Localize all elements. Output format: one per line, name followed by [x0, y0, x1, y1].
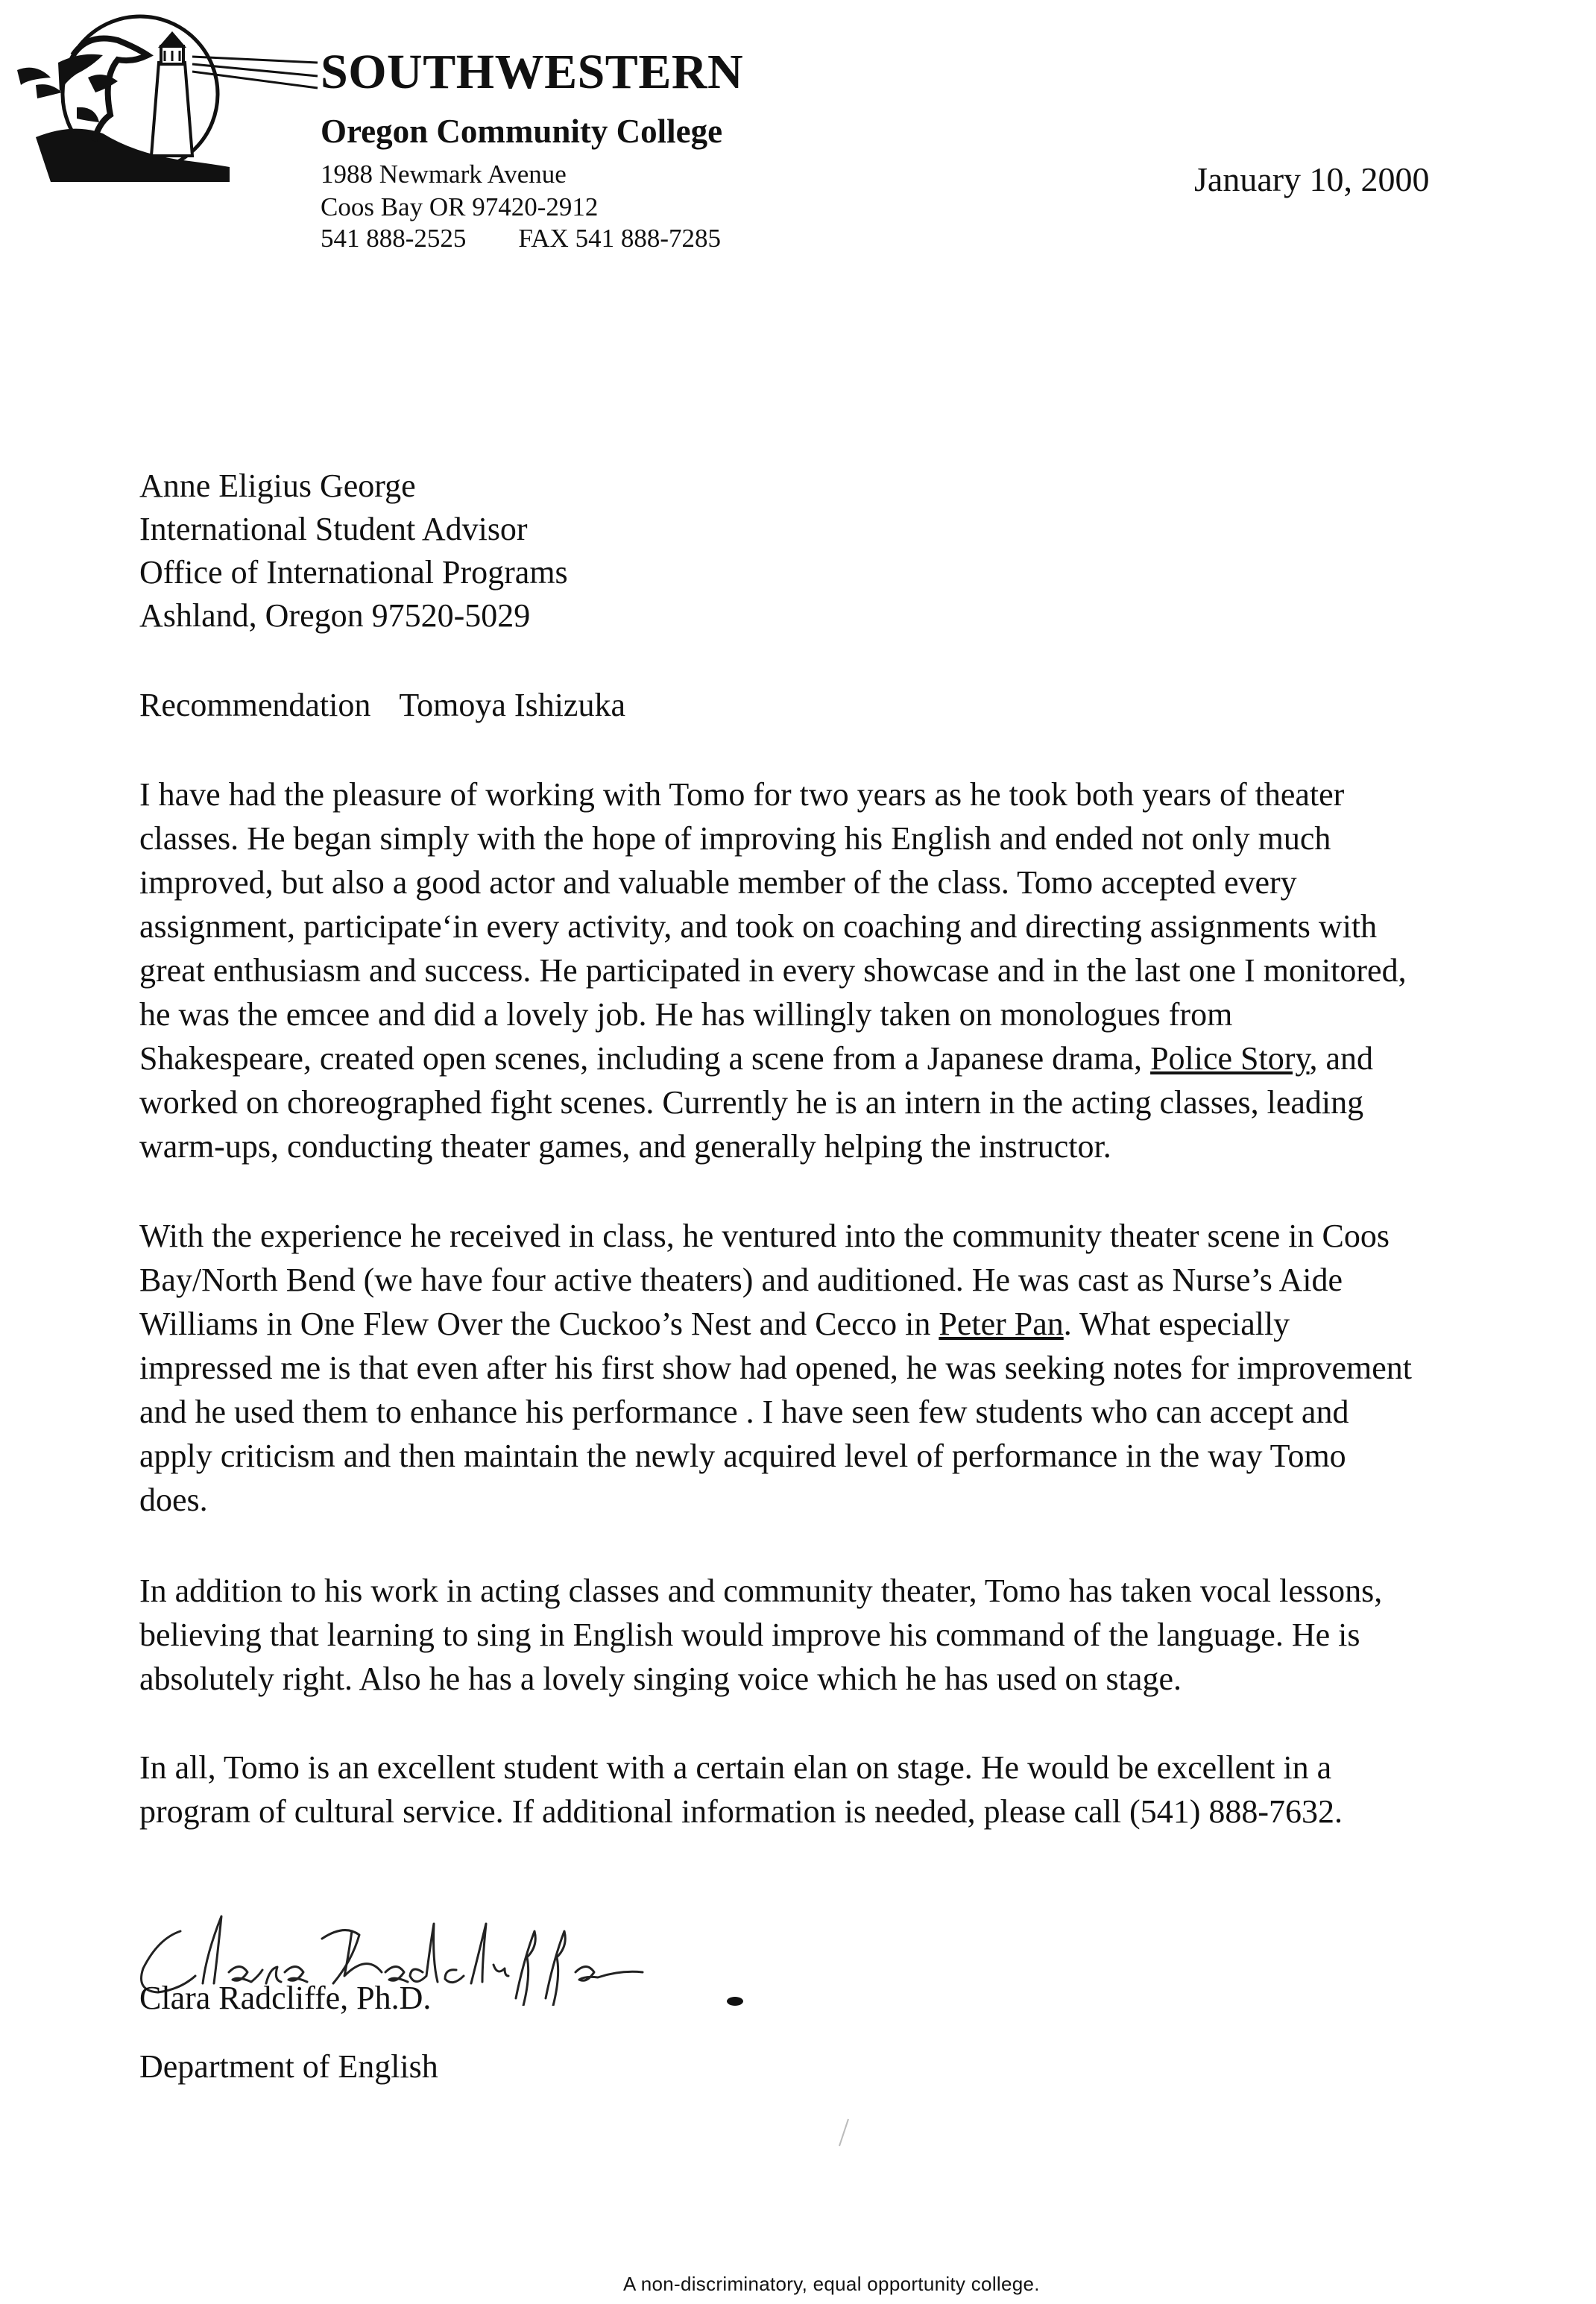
address-street: 1988 Newmark Avenue — [321, 160, 567, 189]
paragraph-line: apply criticism and then maintain the newly acquired level of performance in the way Tomo — [139, 1438, 1346, 1474]
paragraph-line: he was the emcee and did a lovely job. He has willingly taken on monologues from — [139, 996, 1233, 1033]
paragraph-line: does. — [139, 1482, 208, 1518]
paragraph-line: program of cultural service. If additional information is needed, please call (541) 888-7632. — [139, 1793, 1343, 1830]
address-phone-line — [321, 225, 721, 251]
paragraph-line-with-title — [139, 1036, 1593, 1080]
address-city: Coos Bay OR 97420-2912 — [321, 192, 599, 221]
ink-blot — [725, 1995, 745, 2007]
paragraph-line: worked on choreographed fight scenes. Currently he is an intern in the acting classes, leading — [139, 1084, 1364, 1121]
paragraph-line: warm-ups, conducting theater games, and generally helping the instructor. — [139, 1128, 1111, 1165]
line-text: Williams in One Flew Over the Cuckoo’s Nest and Cecco in — [139, 1306, 939, 1342]
paragraph-line: great enthusiasm and success. He participated in every showcase and in the last one I monitored, — [139, 952, 1407, 989]
college-name: SOUTHWESTERN — [321, 45, 744, 99]
signer-name: Clara Radcliffe, Ph.D. — [139, 1980, 432, 2016]
paragraph-line: In addition to his work in acting classes and community theater, Tomo has taken vocal lessons, — [139, 1573, 1383, 1609]
line-text: , and — [1309, 1040, 1374, 1077]
play-title: Police Story — [1150, 1040, 1310, 1077]
recipient-office: Office of International Programs — [139, 554, 568, 591]
subject-line — [139, 689, 625, 722]
body-paragraph-2 — [139, 1214, 1593, 1522]
play-title: Peter Pan — [939, 1306, 1064, 1342]
phone-number: 541 888-2525 — [321, 224, 467, 253]
letter-date: January 10, 2000 — [1194, 160, 1430, 198]
fax-number: FAX 541 888-7285 — [518, 224, 721, 253]
lighthouse-logo-icon — [6, 10, 319, 182]
recipient-name: Anne Eligius George — [139, 468, 416, 504]
subject-student-name: Tomoya Ishizuka — [399, 687, 625, 723]
line-text: Shakespeare, created open scenes, including a scene from a Japanese drama, — [139, 1040, 1151, 1077]
paragraph-line: With the experience he received in class, he ventured into the community theater scene in Coos — [139, 1218, 1390, 1254]
paragraph-line: I have had the pleasure of working with Tomo for two years as he took both years of theater — [139, 776, 1345, 813]
paragraph-line: In all, Tomo is an excellent student with a certain elan on stage. He would be excellent in a — [139, 1749, 1332, 1786]
paragraph-line: improved, but also a good actor and valuable member of the class. Tomo accepted every — [139, 864, 1297, 901]
recipient-address: Ashland, Oregon 97520-5029 — [139, 597, 531, 634]
stray-mark — [836, 2118, 851, 2147]
paragraph-line: absolutely right. Also he has a lovely singing voice which he has used on stage. — [139, 1661, 1182, 1697]
body-paragraph-4 — [139, 1746, 1593, 1834]
paragraph-line: Bay/North Bend (we have four active theaters) and auditioned. He was cast as Nurse’s Aide — [139, 1262, 1343, 1298]
body-paragraph-1 — [139, 772, 1593, 1168]
college-subtitle: Oregon Community College — [321, 113, 723, 150]
footer-note: A non-discriminatory, equal opportunity college. — [623, 2273, 1040, 2295]
body-paragraph-3 — [139, 1569, 1593, 1701]
paragraph-line: impressed me is that even after his first show had opened, he was seeking notes for improvement — [139, 1350, 1412, 1386]
subject-label: Recommendation — [139, 687, 371, 723]
paragraph-line: classes. He began simply with the hope of improving his English and ended not only much — [139, 820, 1331, 857]
paragraph-line: and he used them to enhance his performance . I have seen few students who can accept and — [139, 1394, 1349, 1430]
signer-department: Department of English — [139, 2048, 438, 2085]
line-text: . What especially — [1063, 1306, 1290, 1342]
recipient-title: International Student Advisor — [139, 511, 528, 547]
paragraph-line: believing that learning to sing in English would improve his command of the language. He is — [139, 1617, 1360, 1653]
paragraph-line: assignment, participate‘in every activity, and took on coaching and directing assignments with — [139, 908, 1378, 945]
paragraph-line-with-title — [139, 1302, 1593, 1346]
